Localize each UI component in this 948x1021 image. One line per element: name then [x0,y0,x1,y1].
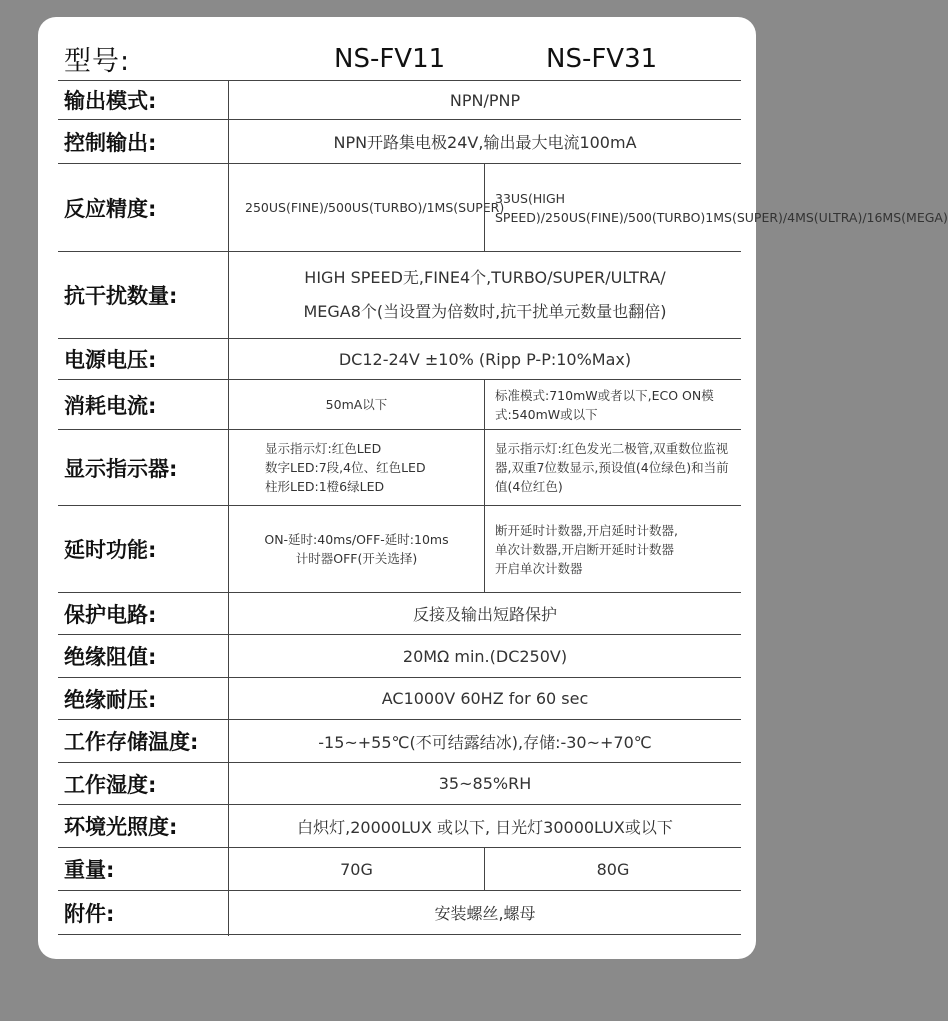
row-value: NPN开路集电极24V,输出最大电流100mA [333,133,637,152]
model-b: NS-FV31 [546,43,658,74]
value-fv31: 33US(HIGH SPEED)/250US(FINE)/500(TURBO)1MS(SUPER)/4MS(ULTRA)/16MS(MEGA) [484,164,741,251]
value-fv11: 250US(FINE)/500US(TURBO)/1MS(SUPER) [245,200,505,215]
table-row [58,120,741,164]
table-row [58,339,741,380]
row-label: 工作存储温度: [64,730,199,754]
table-row [58,380,741,430]
value-line: 柱形LED:1橙6绿LED [265,479,385,494]
table-row [58,805,741,848]
value-line: MEGA8个(当设置为倍数时,抗干扰单元数量也翻倍) [303,302,667,321]
value-line: 计时器OFF(开关选择) [295,551,418,566]
row-value [229,252,741,338]
value-fv31: 80G [484,848,741,890]
table-row [58,763,741,805]
model-a: NS-FV11 [334,43,446,74]
table-row [58,848,741,891]
table-row [58,252,741,339]
row-label: 抗干扰数量: [64,284,178,308]
row-label: 绝缘耐压: [64,687,157,712]
header-row [58,37,741,81]
row-label: 环境光照度: [64,815,178,839]
row-value: 白炽灯,20000LUX 或以下, 日光灯30000LUX或以下 [297,817,673,837]
row-label: 附件: [64,901,115,926]
table-row [58,430,741,506]
row-value: 20MΩ min.(DC250V) [402,646,568,666]
row-label: 电源电压: [64,348,157,372]
row-label: 保护电路: [64,602,157,627]
table-row [58,81,741,120]
table-row [58,678,741,720]
value-fv11: 70G [340,859,373,879]
value-fv11 [229,506,484,592]
value-line: HIGH SPEED无,FINE4个,TURBO/SUPER/ULTRA/ [304,268,666,287]
value-fv11 [229,430,484,505]
row-value: 35~85%RH [438,774,532,793]
row-value: DC12-24V ±10% (Ripp P-P:10%Max) [338,349,632,369]
value-fv11: 50mA以下 [325,397,388,412]
value-line: 开启单次计数器 [495,560,583,576]
value-fv31 [484,506,741,592]
value-line: 显示指示灯:红色LED [265,441,382,456]
value-fv31: 标准模式:710mW或者以下,ECO ON模式:540mW或以下 [484,380,741,429]
model-label: 型号: [64,46,131,77]
table-row [58,506,741,593]
table-row [58,891,741,935]
row-label: 工作湿度: [64,772,157,797]
row-value: NPN/PNP [449,90,521,110]
row-label: 输出模式: [64,89,157,113]
row-label: 重量: [64,858,115,882]
table-row [58,164,948,252]
row-label: 延时功能: [64,538,157,562]
value-fv31: 显示指示灯:红色发光二极管,双重数位监视器,双重7位数显示,预设值(4位绿色)和当前值(4位红色) [484,430,741,505]
row-label: 消耗电流: [64,393,157,418]
value-line: ON-延时:40ms/OFF-延时:10ms [264,532,449,547]
row-value: 安装螺丝,螺母 [434,904,536,923]
table-row [58,593,741,635]
row-value: AC1000V 60HZ for 60 sec [381,689,589,708]
value-line: 单次计数器,开启断开延时计数器 [495,541,674,557]
row-label: 显示指示器: [64,456,178,481]
value-line: 数字LED:7段,4位、红色LED [265,460,426,475]
table-row [58,720,741,763]
row-label: 反应精度: [64,196,157,221]
table-row [58,635,741,678]
row-label: 绝缘阻值: [64,645,157,669]
row-label: 控制输出: [64,130,157,155]
value-line: 断开延时计数器,开启延时计数器, [495,522,678,538]
spec-card [38,17,948,959]
row-value: -15~+55℃(不可结露结冰),存储:-30~+70℃ [318,732,652,752]
row-value: 反接及输出短路保护 [412,605,557,624]
